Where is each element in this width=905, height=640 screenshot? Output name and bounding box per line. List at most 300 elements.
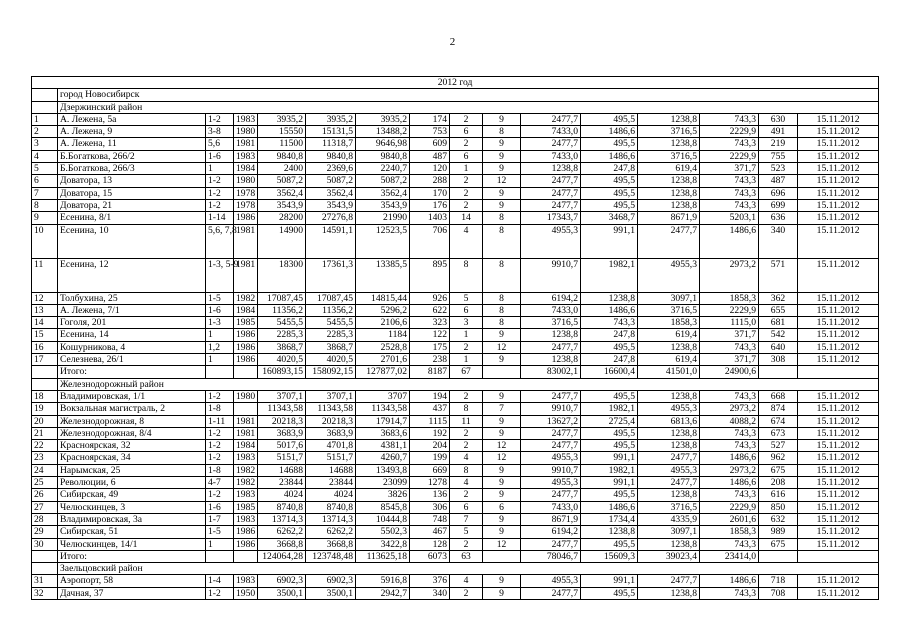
address-cell: А. Лежена, 11 — [58, 138, 206, 150]
row-number-cell: 25 — [32, 477, 58, 489]
amount-1-cell: 2477,7 — [521, 138, 581, 150]
amount-4-cell: 23414,0 — [700, 550, 759, 562]
amount-3-cell: 6813,6 — [638, 415, 700, 427]
entrance-count-cell: 2 — [450, 175, 483, 187]
floors-cell: 12 — [483, 538, 521, 550]
area-3-cell: 9646,98 — [356, 138, 410, 150]
row-number-cell: 21 — [32, 427, 58, 439]
row-number-cell: 20 — [32, 415, 58, 427]
code-cell — [759, 550, 798, 562]
area-2-cell: 14591,1 — [306, 224, 356, 258]
area-2-cell: 27276,8 — [306, 212, 356, 224]
district-row-number-cell — [32, 378, 58, 390]
area-3-cell: 14815,44 — [356, 292, 410, 304]
area-3-cell: 3422,8 — [356, 538, 410, 550]
table-row — [32, 538, 879, 550]
amount-3-cell: 4955,3 — [638, 403, 700, 415]
entrances-cell: 1-2 — [206, 440, 234, 452]
table-row — [32, 126, 879, 138]
row-number-cell — [32, 550, 58, 562]
housing-register-table — [31, 76, 879, 600]
code-cell: 850 — [759, 501, 798, 513]
amount-2-cell: 1982,1 — [581, 258, 638, 292]
total-area-cell: 3668,8 — [258, 538, 306, 550]
amount-3-cell: 1238,8 — [638, 427, 700, 439]
residents-cell: 706 — [410, 224, 450, 258]
table-row — [32, 587, 879, 599]
year-built-cell: 1985 — [234, 317, 258, 329]
floors-cell: 9 — [483, 427, 521, 439]
address-cell: Кошурникова, 4 — [58, 341, 206, 353]
amount-1-cell: 4955,3 — [521, 477, 581, 489]
address-cell: Революции, 6 — [58, 477, 206, 489]
address-cell: Гоголя, 201 — [58, 317, 206, 329]
total-area-cell: 13714,3 — [258, 513, 306, 525]
entrances-cell: 1-14 — [206, 212, 234, 224]
amount-2-cell: 991,1 — [581, 575, 638, 587]
amount-1-cell: 6194,2 — [521, 526, 581, 538]
total-area-cell: 23844 — [258, 477, 306, 489]
entrances-cell: 1 — [206, 538, 234, 550]
total-area-cell: 3500,1 — [258, 587, 306, 599]
area-3-cell: 21990 — [356, 212, 410, 224]
amount-1-cell: 13627,2 — [521, 415, 581, 427]
year-built-cell: 1986 — [234, 538, 258, 550]
code-cell: 668 — [759, 390, 798, 402]
district-row — [32, 101, 879, 113]
entrances-cell: 1-6 — [206, 150, 234, 162]
table-row — [32, 187, 879, 199]
table-row — [32, 163, 879, 175]
floors-cell: 9 — [483, 329, 521, 341]
entrances-cell: 1-3, 5-9 — [206, 258, 234, 292]
amount-2-cell: 495,5 — [581, 175, 638, 187]
floors-cell: 9 — [483, 464, 521, 476]
date-cell: 15.11.2012 — [798, 258, 879, 292]
amount-2-cell: 743,3 — [581, 317, 638, 329]
area-2-cell: 11318,7 — [306, 138, 356, 150]
date-cell: 15.11.2012 — [798, 354, 879, 366]
amount-3-cell: 1238,8 — [638, 538, 700, 550]
amount-1-cell: 9910,7 — [521, 403, 581, 415]
area-2-cell: 5151,7 — [306, 452, 356, 464]
amount-1-cell: 9910,7 — [521, 464, 581, 476]
entrances-cell: 1-11 — [206, 415, 234, 427]
code-cell: 681 — [759, 317, 798, 329]
total-area-cell: 3683,9 — [258, 427, 306, 439]
date-cell: 15.11.2012 — [798, 403, 879, 415]
area-2-cell: 3500,1 — [306, 587, 356, 599]
entrance-count-cell: 2 — [450, 440, 483, 452]
table-row — [32, 452, 879, 464]
amount-1-cell: 3716,5 — [521, 317, 581, 329]
year-built-cell: 1982 — [234, 477, 258, 489]
amount-3-cell: 2477,7 — [638, 452, 700, 464]
entrance-count-cell: 5 — [450, 526, 483, 538]
entrances-cell: 5,6, 7,8 — [206, 224, 234, 258]
entrance-count-cell: 6 — [450, 501, 483, 513]
area-2-cell: 11356,2 — [306, 304, 356, 316]
address-cell: Итого: — [58, 366, 206, 378]
area-2-cell: 23844 — [306, 477, 356, 489]
amount-2-cell: 495,5 — [581, 138, 638, 150]
row-number-cell: 32 — [32, 587, 58, 599]
address-cell: Красноярская, 32 — [58, 440, 206, 452]
row-number-cell: 7 — [32, 187, 58, 199]
code-cell: 640 — [759, 341, 798, 353]
address-cell: Челюскинцев, 14/1 — [58, 538, 206, 550]
floors-cell: 9 — [483, 113, 521, 125]
entrances-cell: 1-2 — [206, 489, 234, 501]
amount-2-cell: 495,5 — [581, 390, 638, 402]
year-title-row — [32, 77, 879, 89]
amount-4-cell: 743,3 — [700, 427, 759, 439]
amount-3-cell: 1238,8 — [638, 175, 700, 187]
amount-2-cell: 495,5 — [581, 113, 638, 125]
floors-cell: 9 — [483, 489, 521, 501]
row-number-cell: 6 — [32, 175, 58, 187]
table-row — [32, 199, 879, 211]
residents-cell: 1403 — [410, 212, 450, 224]
amount-1-cell: 2477,7 — [521, 587, 581, 599]
amount-4-cell: 743,3 — [700, 187, 759, 199]
table-row — [32, 415, 879, 427]
entrance-count-cell: 1 — [450, 329, 483, 341]
area-2-cell: 3683,9 — [306, 427, 356, 439]
year-built-cell: 1985 — [234, 501, 258, 513]
total-area-cell: 5151,7 — [258, 452, 306, 464]
entrances-cell — [206, 366, 234, 378]
amount-1-cell: 2477,7 — [521, 341, 581, 353]
amount-3-cell: 1238,8 — [638, 440, 700, 452]
total-area-cell: 11356,2 — [258, 304, 306, 316]
area-3-cell: 4260,7 — [356, 452, 410, 464]
code-cell: 632 — [759, 513, 798, 525]
year-built-cell: 1981 — [234, 224, 258, 258]
total-area-cell: 17087,45 — [258, 292, 306, 304]
year-built-cell: 1980 — [234, 175, 258, 187]
entrance-count-cell: 6 — [450, 126, 483, 138]
floors-cell: 9 — [483, 150, 521, 162]
city-row — [32, 89, 879, 101]
amount-2-cell: 495,5 — [581, 187, 638, 199]
year-built-cell — [234, 403, 258, 415]
total-area-cell: 18300 — [258, 258, 306, 292]
year-built-cell: 1981 — [234, 427, 258, 439]
residents-cell: 1115 — [410, 415, 450, 427]
entrances-cell: 1 — [206, 163, 234, 175]
year-built-cell: 1983 — [234, 113, 258, 125]
date-cell: 15.11.2012 — [798, 538, 879, 550]
amount-1-cell: 2477,7 — [521, 113, 581, 125]
entrances-cell: 1-4 — [206, 575, 234, 587]
amount-2-cell: 1486,6 — [581, 150, 638, 162]
amount-4-cell: 2973,2 — [700, 403, 759, 415]
entrance-count-cell: 2 — [450, 138, 483, 150]
area-3-cell: 5502,3 — [356, 526, 410, 538]
date-cell: 15.11.2012 — [798, 224, 879, 258]
floors-cell: 8 — [483, 304, 521, 316]
amount-4-cell: 1486,6 — [700, 575, 759, 587]
address-cell: Вокзальная магистраль, 2 — [58, 403, 206, 415]
date-cell: 15.11.2012 — [798, 464, 879, 476]
residents-cell: 204 — [410, 440, 450, 452]
year-built-cell: 1981 — [234, 138, 258, 150]
amount-2-cell: 991,1 — [581, 477, 638, 489]
entrance-count-cell: 3 — [450, 317, 483, 329]
code-cell: 340 — [759, 224, 798, 258]
total-area-cell: 5087,2 — [258, 175, 306, 187]
amount-1-cell: 78046,7 — [521, 550, 581, 562]
address-cell: Владимировская, 3а — [58, 513, 206, 525]
year-built-cell: 1983 — [234, 150, 258, 162]
address-cell: Владимировская, 1/1 — [58, 390, 206, 402]
code-cell: 674 — [759, 415, 798, 427]
row-number-cell: 27 — [32, 501, 58, 513]
entrance-count-cell: 4 — [450, 452, 483, 464]
amount-1-cell: 2477,7 — [521, 187, 581, 199]
amount-4-cell: 1486,6 — [700, 452, 759, 464]
table-row — [32, 501, 879, 513]
residents-cell: 122 — [410, 329, 450, 341]
table-row — [32, 329, 879, 341]
entrance-count-cell: 5 — [450, 292, 483, 304]
date-cell: 15.11.2012 — [798, 440, 879, 452]
row-number-cell: 2 — [32, 126, 58, 138]
district-name: Заельцовский район — [58, 563, 879, 575]
row-number-cell: 13 — [32, 304, 58, 316]
amount-4-cell: 371,7 — [700, 354, 759, 366]
entrances-cell: 1-7 — [206, 513, 234, 525]
row-number-cell: 23 — [32, 452, 58, 464]
area-3-cell: 5087,2 — [356, 175, 410, 187]
entrances-cell: 1-2 — [206, 452, 234, 464]
date-cell: 15.11.2012 — [798, 113, 879, 125]
amount-4-cell: 1486,6 — [700, 477, 759, 489]
table-row — [32, 224, 879, 258]
date-cell: 15.11.2012 — [798, 212, 879, 224]
floors-cell: 8 — [483, 317, 521, 329]
amount-1-cell: 6194,2 — [521, 292, 581, 304]
address-cell: Сибирская, 49 — [58, 489, 206, 501]
code-cell: 718 — [759, 575, 798, 587]
amount-3-cell: 3716,5 — [638, 304, 700, 316]
amount-2-cell: 1486,6 — [581, 501, 638, 513]
date-cell: 15.11.2012 — [798, 187, 879, 199]
amount-3-cell: 1238,8 — [638, 199, 700, 211]
year-built-cell: 1986 — [234, 212, 258, 224]
amount-3-cell: 1238,8 — [638, 587, 700, 599]
entrances-cell: 1-8 — [206, 403, 234, 415]
floors-cell: 9 — [483, 138, 521, 150]
residents-cell: 128 — [410, 538, 450, 550]
code-cell: 630 — [759, 113, 798, 125]
code-cell — [759, 366, 798, 378]
amount-1-cell: 1238,8 — [521, 163, 581, 175]
amount-4-cell: 1858,3 — [700, 292, 759, 304]
code-cell: 673 — [759, 427, 798, 439]
residents-cell: 174 — [410, 113, 450, 125]
residents-cell: 199 — [410, 452, 450, 464]
code-cell: 675 — [759, 464, 798, 476]
amount-2-cell: 991,1 — [581, 224, 638, 258]
row-number-cell: 14 — [32, 317, 58, 329]
entrance-count-cell: 63 — [450, 550, 483, 562]
amount-1-cell: 7433,0 — [521, 150, 581, 162]
amount-2-cell: 1982,1 — [581, 464, 638, 476]
table-row — [32, 258, 879, 292]
entrances-cell: 1-6 — [206, 304, 234, 316]
total-area-cell: 5017,6 — [258, 440, 306, 452]
entrances-cell: 1-6 — [206, 501, 234, 513]
entrance-count-cell: 2 — [450, 489, 483, 501]
residents-cell: 6073 — [410, 550, 450, 562]
area-3-cell: 2240,7 — [356, 163, 410, 175]
total-area-cell: 6902,3 — [258, 575, 306, 587]
area-2-cell: 17361,3 — [306, 258, 356, 292]
amount-3-cell: 4335,9 — [638, 513, 700, 525]
amount-2-cell: 16600,4 — [581, 366, 638, 378]
year-built-cell: 1981 — [234, 258, 258, 292]
floors-cell: 7 — [483, 403, 521, 415]
address-cell: Толбухина, 25 — [58, 292, 206, 304]
amount-2-cell: 1486,6 — [581, 126, 638, 138]
district-row — [32, 563, 879, 575]
residents-cell: 170 — [410, 187, 450, 199]
code-cell: 571 — [759, 258, 798, 292]
table-row — [32, 150, 879, 162]
total-area-cell: 28200 — [258, 212, 306, 224]
page-number: 2 — [449, 36, 456, 48]
floors-cell: 9 — [483, 187, 521, 199]
code-cell: 616 — [759, 489, 798, 501]
entrance-count-cell: 8 — [450, 403, 483, 415]
entrance-count-cell: 67 — [450, 366, 483, 378]
address-cell: А. Лежена, 7/1 — [58, 304, 206, 316]
code-cell: 487 — [759, 175, 798, 187]
residents-cell: 437 — [410, 403, 450, 415]
floors-cell: 9 — [483, 163, 521, 175]
amount-1-cell: 2477,7 — [521, 175, 581, 187]
area-3-cell: 8545,8 — [356, 501, 410, 513]
address-cell: Доватора, 13 — [58, 175, 206, 187]
code-cell: 874 — [759, 403, 798, 415]
amount-1-cell: 1238,8 — [521, 354, 581, 366]
area-3-cell: 5296,2 — [356, 304, 410, 316]
amount-2-cell: 1238,8 — [581, 292, 638, 304]
area-2-cell: 9840,8 — [306, 150, 356, 162]
total-area-cell: 3707,1 — [258, 390, 306, 402]
area-2-cell: 2285,3 — [306, 329, 356, 341]
total-area-cell: 14688 — [258, 464, 306, 476]
entrances-cell: 1,2 — [206, 341, 234, 353]
city-row-number-cell — [32, 89, 58, 101]
table-row — [32, 175, 879, 187]
area-2-cell: 123748,48 — [306, 550, 356, 562]
amount-1-cell: 2477,7 — [521, 199, 581, 211]
code-cell: 523 — [759, 163, 798, 175]
code-cell: 542 — [759, 329, 798, 341]
area-3-cell: 1184 — [356, 329, 410, 341]
date-cell: 15.11.2012 — [798, 427, 879, 439]
amount-3-cell: 4955,3 — [638, 464, 700, 476]
address-cell: Б.Богаткова, 266/3 — [58, 163, 206, 175]
total-area-cell: 3562,4 — [258, 187, 306, 199]
entrance-count-cell: 4 — [450, 575, 483, 587]
area-2-cell: 4024 — [306, 489, 356, 501]
table-row — [32, 403, 879, 415]
year-built-cell: 1980 — [234, 390, 258, 402]
amount-3-cell: 1238,8 — [638, 138, 700, 150]
amount-1-cell: 2477,7 — [521, 489, 581, 501]
row-number-cell: 9 — [32, 212, 58, 224]
amount-1-cell: 2477,7 — [521, 390, 581, 402]
amount-4-cell: 2229,9 — [700, 126, 759, 138]
entrance-count-cell: 1 — [450, 163, 483, 175]
code-cell: 655 — [759, 304, 798, 316]
amount-1-cell: 4955,3 — [521, 224, 581, 258]
area-3-cell: 3707 — [356, 390, 410, 402]
amount-1-cell: 7433,0 — [521, 304, 581, 316]
row-number-cell: 16 — [32, 341, 58, 353]
area-2-cell: 17087,45 — [306, 292, 356, 304]
floors-cell: 8 — [483, 212, 521, 224]
amount-1-cell: 2477,7 — [521, 440, 581, 452]
total-area-cell: 4020,5 — [258, 354, 306, 366]
amount-2-cell: 495,5 — [581, 489, 638, 501]
date-cell — [798, 550, 879, 562]
floors-cell: 9 — [483, 575, 521, 587]
amount-4-cell: 2973,2 — [700, 464, 759, 476]
date-cell: 15.11.2012 — [798, 199, 879, 211]
residents-cell: 175 — [410, 341, 450, 353]
code-cell: 491 — [759, 126, 798, 138]
residents-cell: 376 — [410, 575, 450, 587]
area-3-cell: 17914,7 — [356, 415, 410, 427]
date-cell: 15.11.2012 — [798, 329, 879, 341]
amount-3-cell: 619,4 — [638, 163, 700, 175]
amount-3-cell: 2477,7 — [638, 477, 700, 489]
amount-1-cell: 7433,0 — [521, 126, 581, 138]
row-number-cell: 24 — [32, 464, 58, 476]
row-number-cell: 31 — [32, 575, 58, 587]
address-cell: Железнодорожная, 8/4 — [58, 427, 206, 439]
code-cell: 219 — [759, 138, 798, 150]
amount-1-cell: 7433,0 — [521, 501, 581, 513]
amount-4-cell: 371,7 — [700, 329, 759, 341]
residents-cell: 120 — [410, 163, 450, 175]
area-2-cell: 3935,2 — [306, 113, 356, 125]
floors-cell: 12 — [483, 440, 521, 452]
year-built-cell: 1981 — [234, 415, 258, 427]
amount-1-cell: 83002,1 — [521, 366, 581, 378]
area-2-cell: 3868,7 — [306, 341, 356, 353]
year-built-cell: 1983 — [234, 489, 258, 501]
amount-1-cell: 1238,8 — [521, 329, 581, 341]
entrance-count-cell: 7 — [450, 513, 483, 525]
amount-3-cell: 8671,9 — [638, 212, 700, 224]
amount-2-cell: 495,5 — [581, 587, 638, 599]
total-area-cell: 3868,7 — [258, 341, 306, 353]
area-3-cell: 9840,8 — [356, 150, 410, 162]
district-name: Железнодорожный район — [58, 378, 879, 390]
total-area-cell: 8740,8 — [258, 501, 306, 513]
entrance-count-cell: 6 — [450, 304, 483, 316]
year-built-cell — [234, 550, 258, 562]
entrance-count-cell: 8 — [450, 464, 483, 476]
total-area-cell: 6262,2 — [258, 526, 306, 538]
entrance-count-cell: 2 — [450, 187, 483, 199]
